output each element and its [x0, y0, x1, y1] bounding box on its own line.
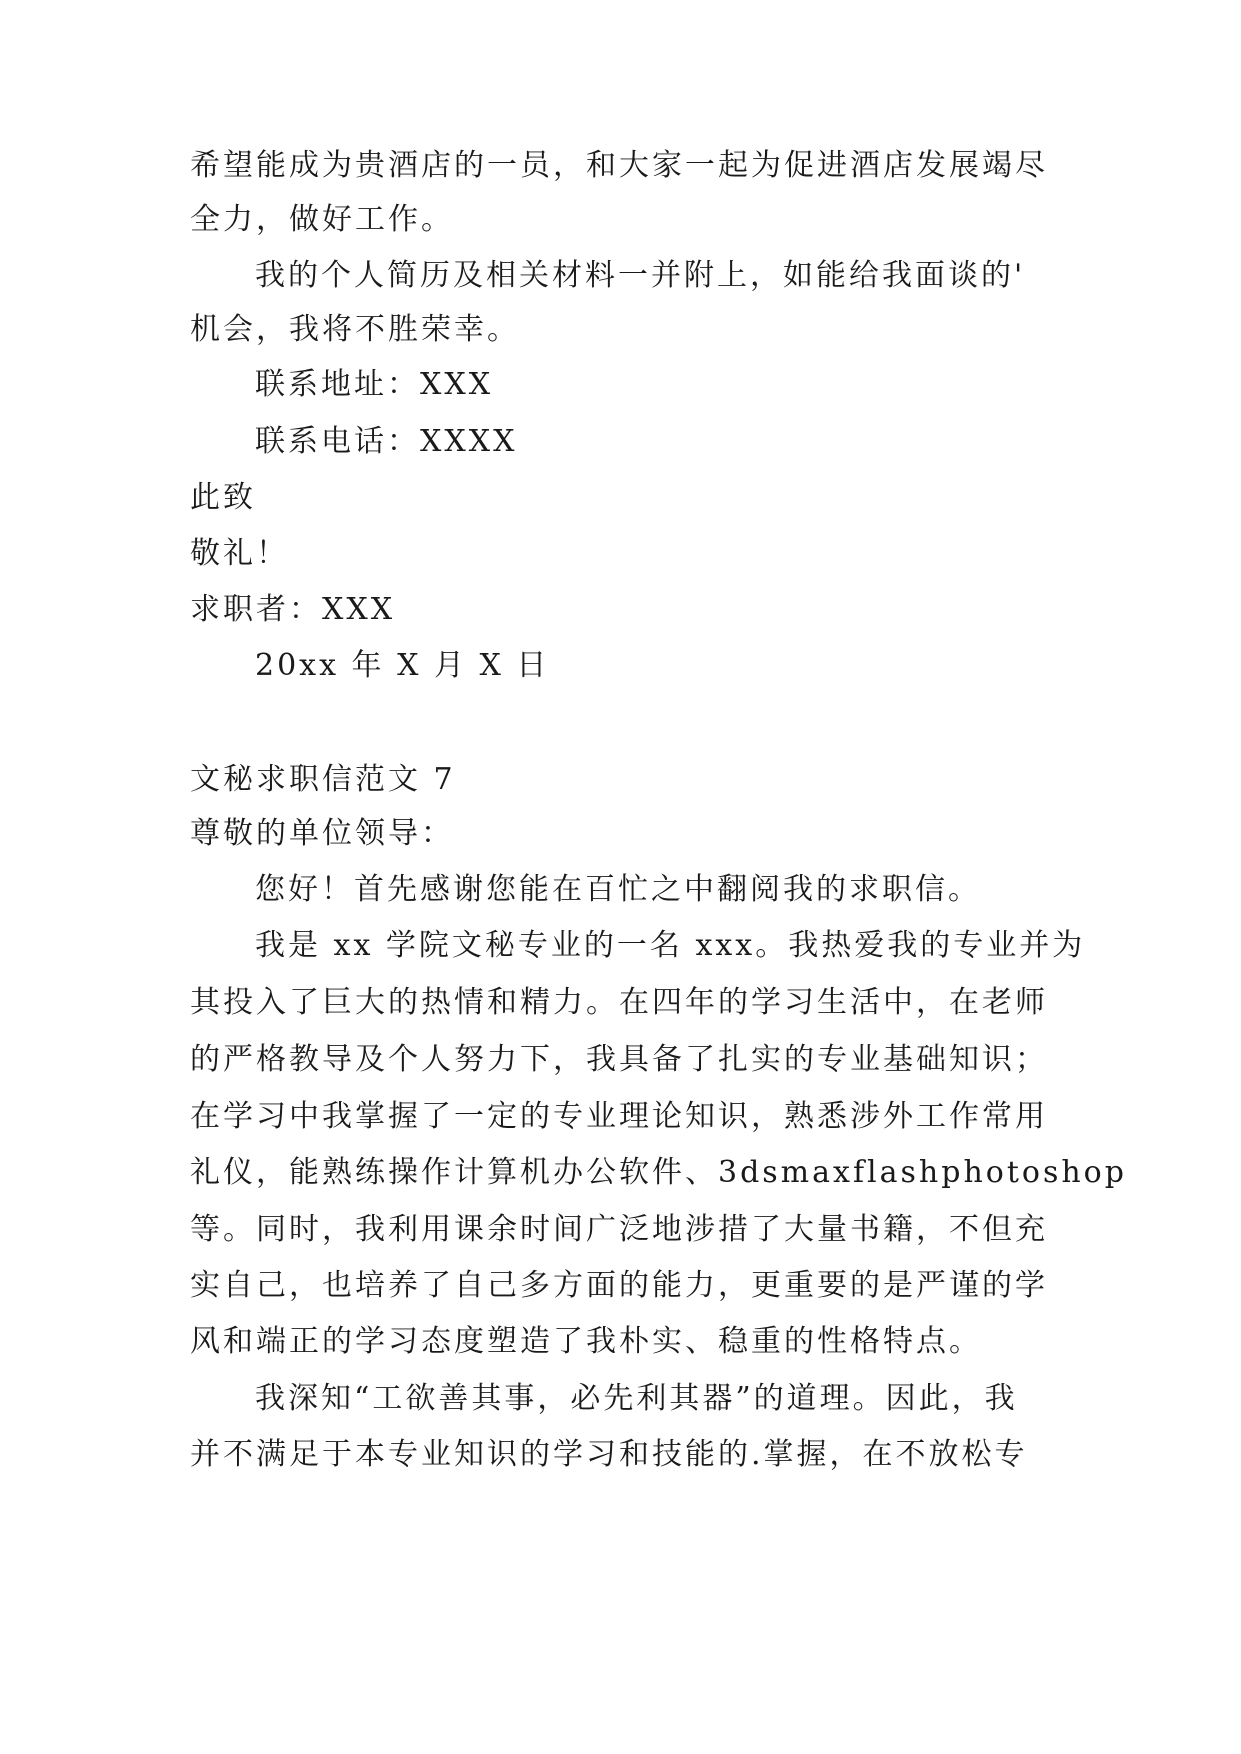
applicant-signature: 求职者：XXX [190, 592, 396, 627]
salutation-closing: 敬礼！ [190, 536, 289, 571]
text-line: 在学习中我掌握了一定的专业理论知识，熟悉涉外工作常用 [190, 1099, 1048, 1134]
section-title: 文秘求职信范文 7 [190, 762, 456, 797]
text-line: 希望能成为贵酒店的一员，和大家一起为促进酒店发展竭尽 [190, 148, 1048, 183]
text-line: 我的个人简历及相关材料一并附上，如能给我面谈的' [255, 258, 1026, 293]
greeting: 尊敬的单位领导： [190, 816, 454, 851]
text-line: 我是 xx 学院文秘专业的一名 xxx。我热爱我的专业并为 [255, 928, 1086, 963]
contact-address: 联系地址：XXX [255, 367, 494, 402]
text-line: 礼仪，能熟练操作计算机办公软件、3dsmaxflashphotoshop [190, 1155, 1127, 1190]
text-line: 机会，我将不胜荣幸。 [190, 312, 520, 347]
text-line: 全力，做好工作。 [190, 202, 454, 237]
text-line: 其投入了巨大的热情和精力。在四年的学习生活中，在老师 [190, 985, 1048, 1020]
text-line: 您好！首先感谢您能在百忙之中翻阅我的求职信。 [255, 872, 981, 907]
text-line: 我深知“工欲善其事，必先利其器”的道理。因此，我 [255, 1381, 1018, 1416]
contact-phone: 联系电话：XXXX [255, 424, 518, 459]
text-line: 等。同时，我利用课余时间广泛地涉措了大量书籍，不但充 [190, 1212, 1048, 1247]
text-line: 并不满足于本专业知识的学习和技能的.掌握，在不放松专 [190, 1437, 1028, 1472]
date-line: 20xx 年 X 月 X 日 [255, 648, 550, 683]
text-line: 的严格教导及个人努力下，我具备了扎实的专业基础知识； [190, 1042, 1048, 1077]
text-line: 风和端正的学习态度塑造了我朴实、稳重的性格特点。 [190, 1324, 982, 1359]
closing-line: 此致 [190, 480, 256, 515]
text-line: 实自己，也培养了自己多方面的能力，更重要的是严谨的学 [190, 1268, 1048, 1303]
